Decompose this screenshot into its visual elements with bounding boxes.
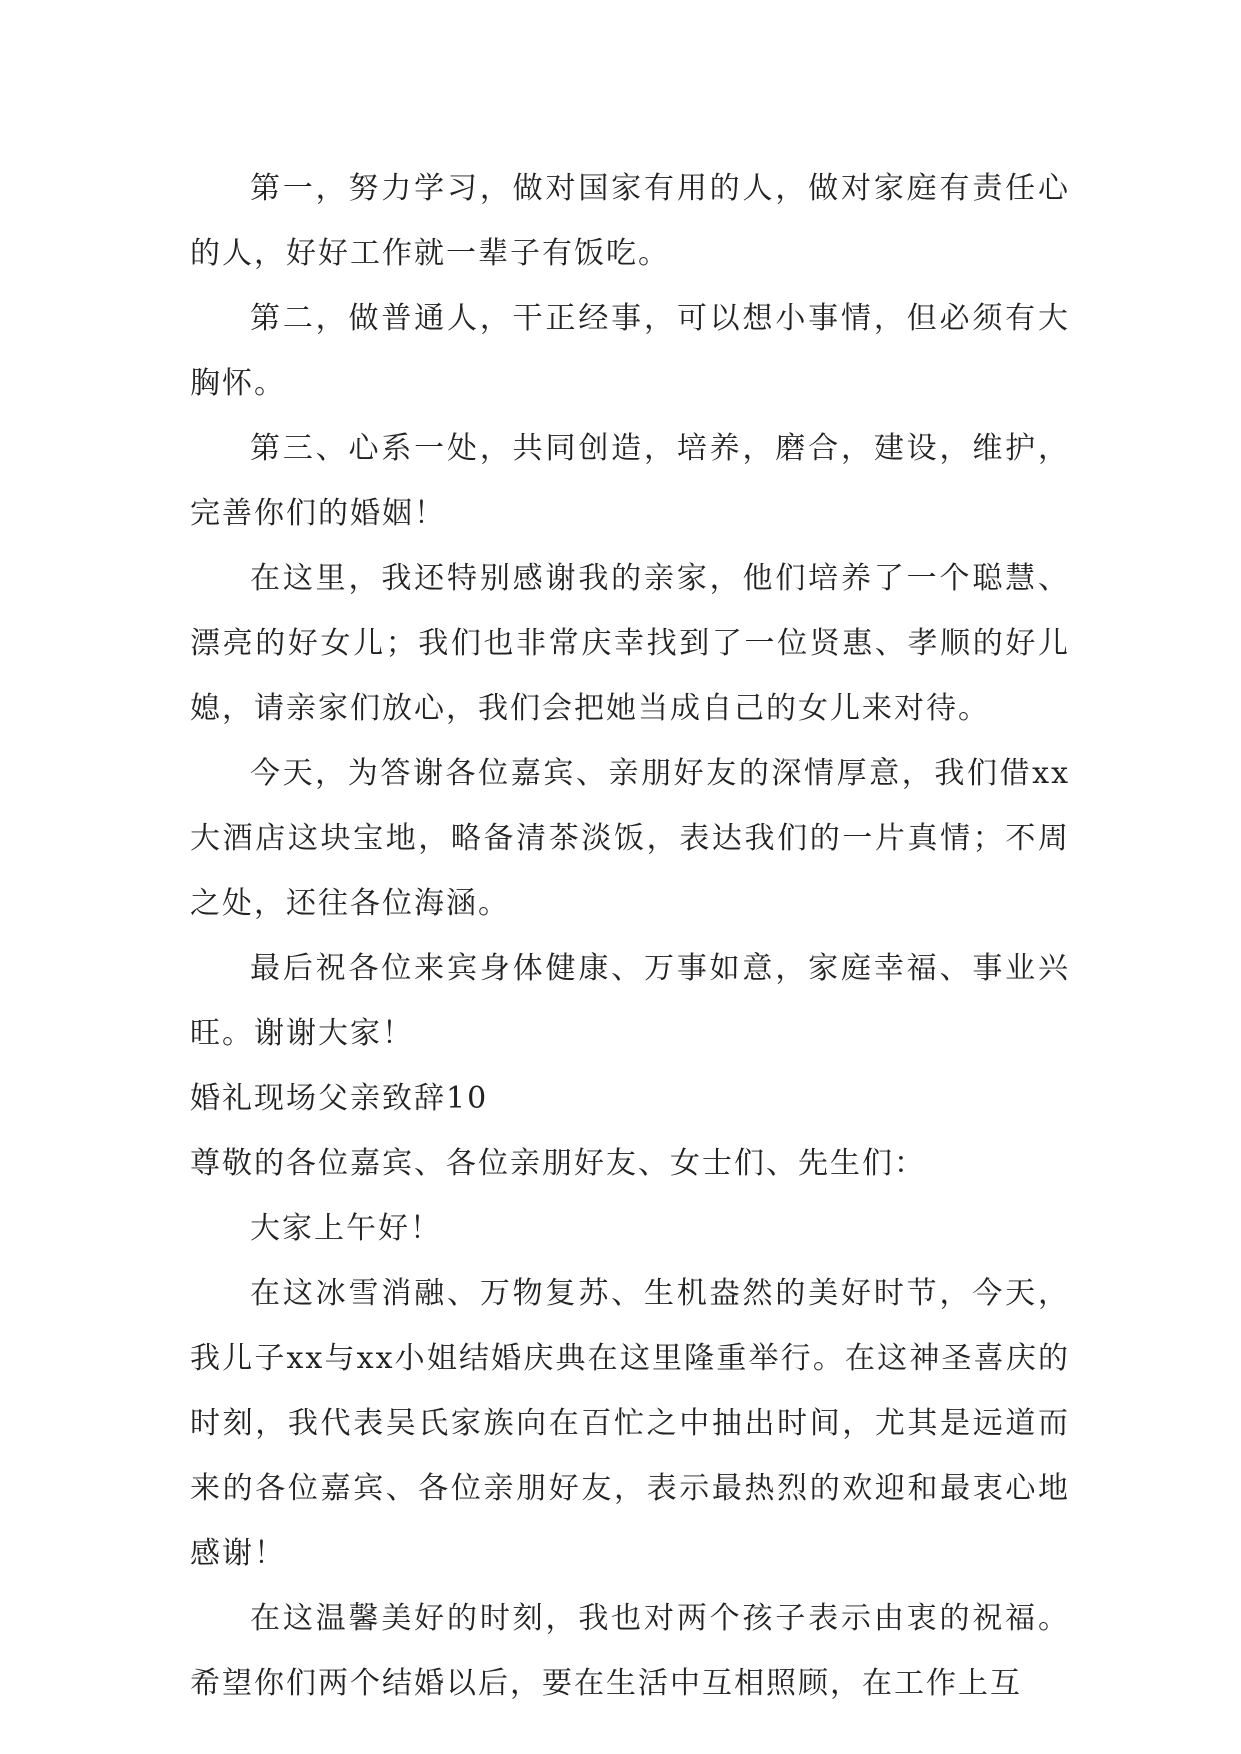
- paragraph-8: 在这冰雪消融、万物复苏、生机盎然的美好时节，今天，我儿子xx与xx小姐结婚庆典在这里隆重举行。在这神圣喜庆的时刻，我代表吴氏家族向在百忙之中抽出时间，尤其是远道而来的各位嘉宾、各位亲朋好友，表示最热烈的欢迎和最衷心地感谢！: [190, 1276, 1070, 1571]
- section-heading: 婚礼现场父亲致辞10: [190, 1081, 489, 1116]
- paragraph-5: 今天，为答谢各位嘉宾、亲朋好友的深情厚意，我们借xx大酒店这块宝地，略备清茶淡饭，表达我们的一片真情；不周之处，还往各位海涵。: [190, 756, 1070, 921]
- paragraph-4: 在这里，我还特别感谢我的亲家，他们培养了一个聪慧、漂亮的好女儿；我们也非常庆幸找到了一位贤惠、孝顺的好儿媳，请亲家们放心，我们会把她当成自己的女儿来对待。: [190, 561, 1070, 726]
- paragraph-3: 第三、心系一处，共同创造，培养，磨合，建设，维护，完善你们的婚姻！: [190, 431, 1070, 531]
- salutation: 尊敬的各位嘉宾、各位亲朋好友、女士们、先生们：: [190, 1146, 926, 1181]
- paragraph-6: 最后祝各位来宾身体健康、万事如意，家庭幸福、事业兴旺。谢谢大家！: [190, 951, 1070, 1051]
- document-body: [190, 156, 1070, 1716]
- paragraph-7: 大家上午好！: [250, 1211, 442, 1246]
- paragraph-1: 第一，努力学习，做对国家有用的人，做对家庭有责任心的人，好好工作就一辈子有饭吃。: [190, 171, 1070, 271]
- paragraph-9: 在这温馨美好的时刻，我也对两个孩子表示由衷的祝福。希望你们两个结婚以后，要在生活中互相照顾，在工作上互: [190, 1601, 1070, 1701]
- paragraph-2: 第二，做普通人，干正经事，可以想小事情，但必须有大胸怀。: [190, 301, 1070, 401]
